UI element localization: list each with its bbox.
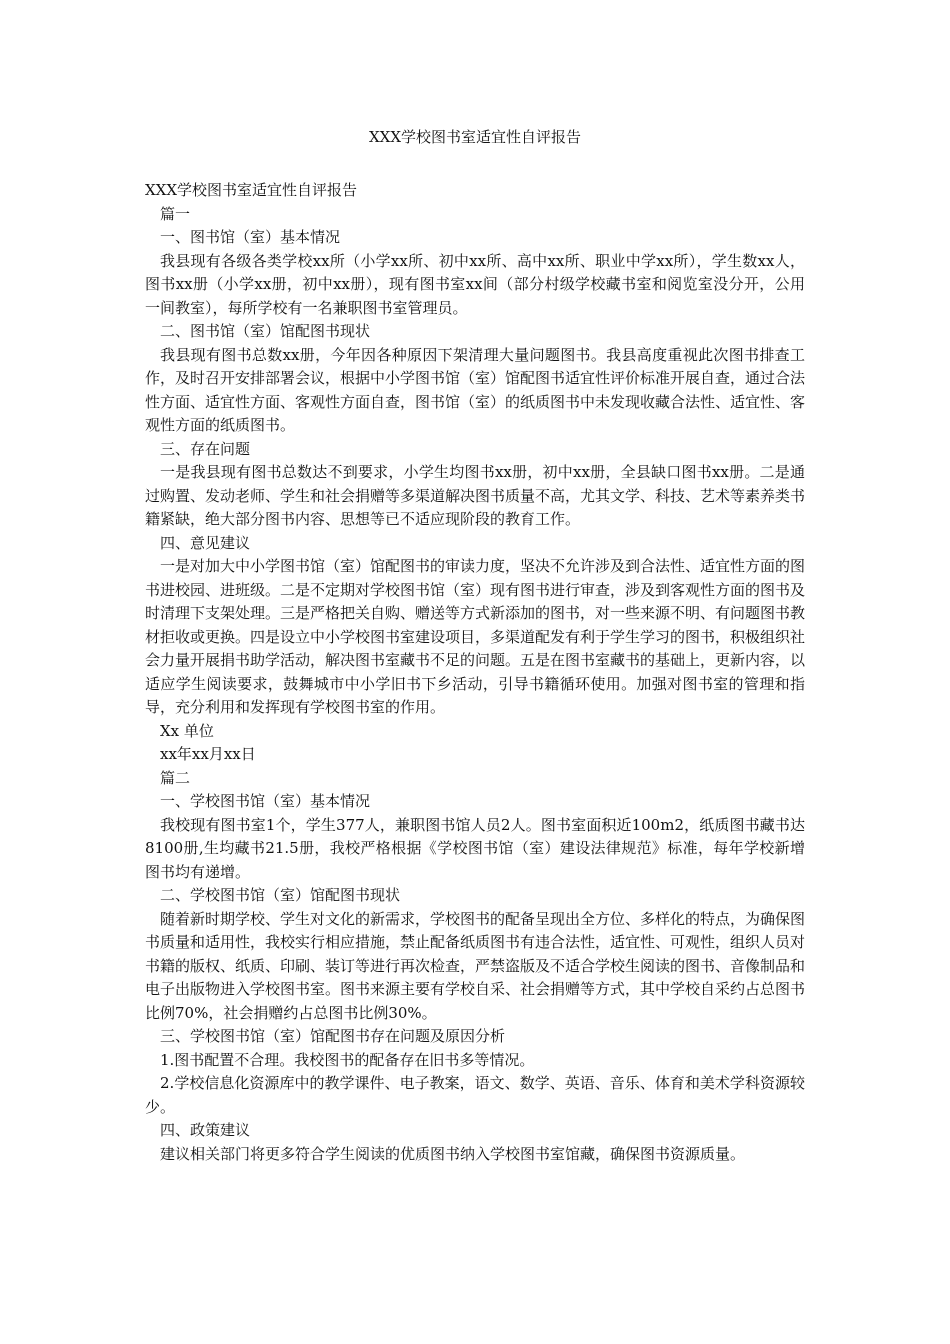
document-body: [145, 179, 805, 1166]
part1-heading-2: 二、图书馆（室）馆配图书现状: [160, 322, 371, 340]
part1-heading-1: 一、图书馆（室）基本情况: [160, 228, 341, 246]
part2-heading-1: 一、学校图书馆（室）基本情况: [160, 792, 371, 810]
part1-paragraph-4: 一是对加大中小学图书馆（室）馆配图书的审读力度，坚决不允许涉及到合法性、适宜性方面的图书进校园、进班级。二是不定期对学校图书馆（室）现有图书进行审查，涉及到客观性方面的图书及时清理下支架处理。三是严格把关自购、赠送等方式新添加的图书，对一些来源不明、有问题图书教材拒收或更换。四是设立中小学校图书室建设项目，多渠道配发有利于学生学习的图书，积极组织社会力量开展捐书助学活动，解决图书室藏书不足的问题。五是在图书室藏书的基础上，更新内容，以适应学生阅读要求，鼓舞城市中小学旧书下乡活动，引导书籍循环使用。加强对图书室的管理和指导，充分利用和发挥现有学校图书室的作用。: [145, 557, 806, 716]
report-subtitle: XXX学校图书室适宜性自评报告: [145, 181, 358, 199]
part1-date: xx年xx月xx日: [160, 745, 256, 763]
part1-paragraph-2: 我县现有图书总数xx册，今年因各种原因下架清理大量问题图书。我县高度重视此次图书排查工作，及时召开安排部署会议，根据中小学图书馆（室）馆配图书适宜性评价标准开展自查，通过合法性方面、适宜性方面、客观性方面自查，图书馆（室）的纸质图书中未发现收藏合法性、适宜性、客观性方面的纸质图书。: [145, 345, 806, 434]
part1-heading-3: 三、存在问题: [160, 439, 251, 458]
part2-heading-3: 三、学校图书馆（室）馆配图书存在问题及原因分析: [160, 1027, 506, 1045]
part2-heading-4: 四、政策建议: [160, 1121, 251, 1139]
part2-paragraph-4: 2.学校信息化资源库中的教学课件、电子教案，语文、数学、英语、音乐、体育和美术学科资源较少。: [145, 1074, 805, 1116]
document-title: XXX学校图书室适宜性自评报告: [368, 128, 582, 146]
part2-paragraph-2: 随着新时期学校、学生对文化的新需求，学校图书的配备呈现出全方位、多样化的特点，为确保图书质量和适用性，我校实行相应措施，禁止配备纸质图书有违合法性，适宜性、可观性，组织人员对书籍的版权、纸质、印刷、装订等进行再次检查，严禁盗版及不适合学校生阅读的图书、音像制品和电子出版物进入学校图书室。图书来源主要有学校自采、社会捐赠等方式，其中学校自采约占总图书比例70%，社会捐赠约占总图书比例30%。: [145, 909, 806, 1022]
part2-label: 篇二: [160, 768, 191, 787]
part1-unit: Xx 单位: [160, 721, 214, 740]
part1-heading-4: 四、意见建议: [160, 533, 251, 552]
part1-paragraph-3: 一是我县现有图书总数达不到要求，小学生均图书xx册，初中xx册，全县缺口图书xx册。二是通过购置、发动老师、学生和社会捐赠等多渠道解决图书质量不高，尤其文学、科技、艺术等素养类书籍紧缺，绝大部分图书内容、思想等已不适应现阶段的教育工作。: [145, 463, 806, 528]
part2-paragraph-1: 我校现有图书室1个，学生377人，兼职图书馆人员2人。图书室面积近100m2，纸质图书藏书达8100册,生均藏书21.5册，我校严格根据《学校图书馆（室）建设法律规范》标准，每年学校新增图书均有递增。: [145, 815, 805, 881]
part1-label: 篇一: [160, 204, 191, 223]
part1-paragraph-1: 我县现有各级各类学校xx所（小学xx所、初中xx所、高中xx所、职业中学xx所），学生数xx人，图书xx册（小学xx册，初中xx册），现有图书室xx间（部分村级学校藏书室和阅览室没分开，公用一间教室），每所学校有一名兼职图书室管理员。: [145, 251, 805, 317]
part2-paragraph-3: 1.图书配置不合理。我校图书的配备存在旧书多等情况。: [160, 1050, 535, 1069]
part2-paragraph-5: 建议相关部门将更多符合学生阅读的优质图书纳入学校图书室馆藏，确保图书资源质量。: [160, 1144, 746, 1163]
part2-heading-2: 二、学校图书馆（室）馆配图书现状: [160, 886, 401, 904]
